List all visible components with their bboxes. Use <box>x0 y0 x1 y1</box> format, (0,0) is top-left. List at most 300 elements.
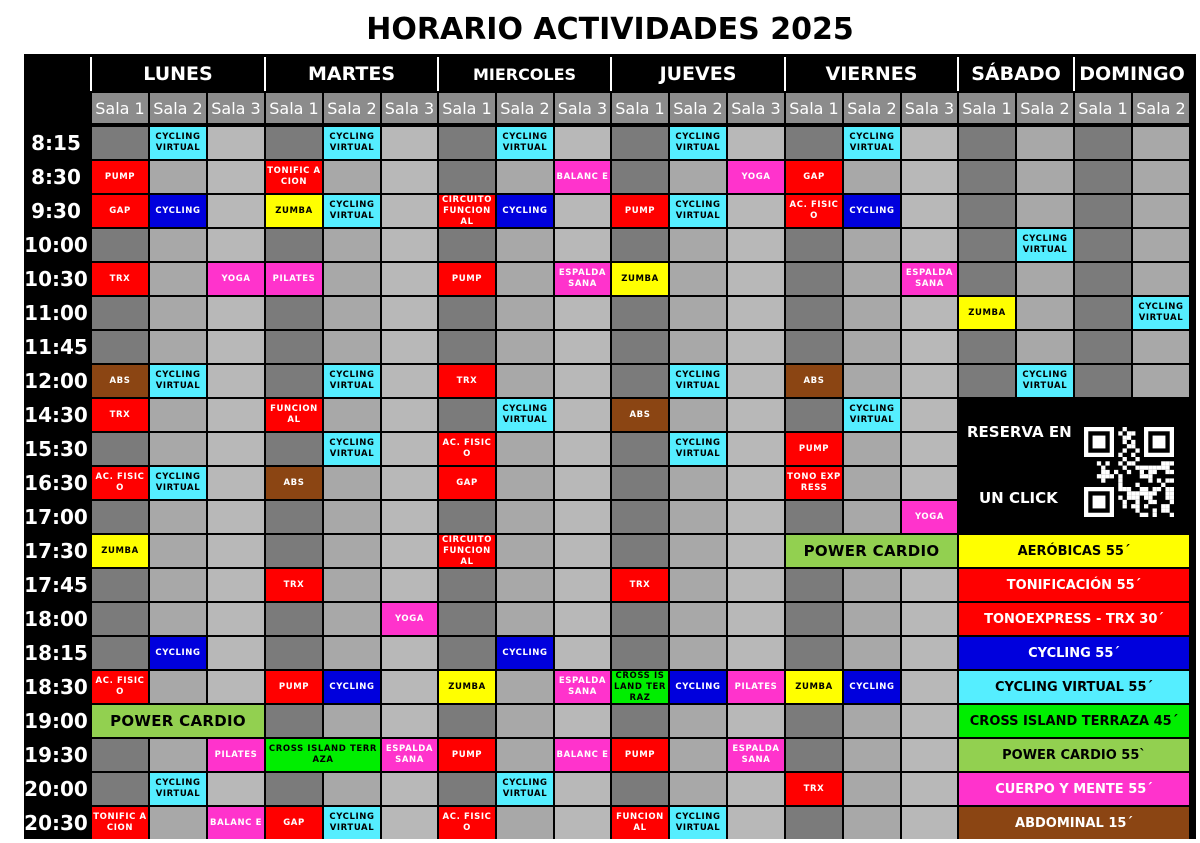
time-label: 18:00 <box>24 607 88 631</box>
activity-cell[interactable]: ZUMBA <box>92 535 148 567</box>
room-label: Sala 2 <box>670 93 726 123</box>
activity-cell[interactable]: FUNCION AL <box>266 399 322 431</box>
empty-slot <box>497 603 553 635</box>
empty-slot <box>382 331 437 363</box>
day-header: DOMINGO <box>1079 63 1185 85</box>
legend-item: CUERPO Y MENTE 55´ <box>959 773 1189 805</box>
activity-cell[interactable]: CYCLING VIRTUAL <box>497 127 553 159</box>
day-separator <box>957 57 959 91</box>
activity-cell[interactable]: GAP <box>92 195 148 227</box>
empty-slot <box>844 569 900 601</box>
empty-slot <box>1017 127 1073 159</box>
activity-cell[interactable]: CYCLING VIRTUAL <box>324 365 380 397</box>
empty-slot <box>497 433 553 465</box>
activity-cell[interactable]: POWER CARDIO <box>92 705 264 737</box>
empty-slot <box>92 501 148 533</box>
activity-cell[interactable]: TRX <box>612 569 668 601</box>
empty-slot <box>382 467 437 499</box>
activity-cell[interactable]: CYCLING VIRTUAL <box>670 807 726 839</box>
activity-cell[interactable]: CYCLING VIRTUAL <box>497 399 553 431</box>
empty-slot <box>844 501 900 533</box>
activity-cell[interactable]: CYCLING <box>150 637 206 669</box>
empty-slot <box>92 433 148 465</box>
activity-cell[interactable]: BALANC E <box>555 739 610 771</box>
empty-slot <box>324 569 380 601</box>
activity-cell[interactable]: YOGA <box>382 603 437 635</box>
empty-slot <box>324 263 380 295</box>
empty-slot <box>555 807 610 839</box>
empty-slot <box>324 705 380 737</box>
empty-slot <box>497 161 553 193</box>
empty-slot <box>150 739 206 771</box>
activity-cell[interactable]: CYCLING VIRTUAL <box>670 195 726 227</box>
time-label: 8:30 <box>31 165 81 189</box>
empty-slot <box>728 501 784 533</box>
empty-slot <box>670 263 726 295</box>
activity-cell[interactable]: TRX <box>92 263 148 295</box>
empty-slot <box>612 297 668 329</box>
day-header: MARTES <box>307 63 395 85</box>
empty-slot <box>728 807 784 839</box>
time-label: 17:30 <box>24 539 88 563</box>
activity-cell[interactable]: CIRCUITO FUNCIONAL <box>439 195 495 227</box>
empty-slot <box>150 807 206 839</box>
activity-cell[interactable]: ZUMBA <box>786 671 842 703</box>
activity-cell[interactable]: TONIFIC ACION <box>266 161 322 193</box>
empty-slot <box>555 229 610 261</box>
empty-slot <box>728 331 784 363</box>
activity-cell[interactable]: CYCLING VIRTUAL <box>844 399 900 431</box>
empty-slot <box>555 501 610 533</box>
empty-slot <box>555 127 610 159</box>
empty-slot <box>728 705 784 737</box>
empty-slot <box>902 161 957 193</box>
activity-cell[interactable]: ZUMBA <box>266 195 322 227</box>
empty-slot <box>555 637 610 669</box>
empty-slot <box>612 433 668 465</box>
empty-slot <box>902 603 957 635</box>
empty-slot <box>208 569 264 601</box>
empty-slot <box>728 773 784 805</box>
qr-code-icon[interactable] <box>1084 427 1174 517</box>
time-label: 15:30 <box>24 437 88 461</box>
empty-slot <box>670 739 726 771</box>
empty-slot <box>439 331 495 363</box>
activity-cell[interactable]: CYCLING <box>844 195 900 227</box>
empty-slot <box>150 331 206 363</box>
activity-cell[interactable]: CYCLING <box>497 195 553 227</box>
activity-cell[interactable]: TONIFIC ACION <box>92 807 148 839</box>
activity-cell[interactable]: CYCLING <box>670 671 726 703</box>
empty-slot <box>208 195 264 227</box>
activity-cell[interactable]: ABS <box>786 365 842 397</box>
activity-cell[interactable]: PILATES <box>208 739 264 771</box>
empty-slot <box>555 433 610 465</box>
room-label: Sala 1 <box>612 93 668 123</box>
empty-slot <box>439 637 495 669</box>
activity-cell[interactable]: YOGA <box>728 161 784 193</box>
empty-slot <box>266 501 322 533</box>
empty-slot <box>959 263 1015 295</box>
empty-slot <box>150 297 206 329</box>
time-label: 11:45 <box>24 335 88 359</box>
activity-cell[interactable]: TRX <box>786 773 842 805</box>
activity-cell[interactable]: PUMP <box>612 195 668 227</box>
day-separator <box>784 57 786 91</box>
empty-slot <box>902 807 957 839</box>
activity-cell[interactable]: CYCLING VIRTUAL <box>150 365 206 397</box>
time-label: 17:00 <box>24 505 88 529</box>
empty-slot <box>439 773 495 805</box>
room-label: Sala 1 <box>959 93 1015 123</box>
empty-slot <box>670 569 726 601</box>
day-separator <box>610 57 612 91</box>
empty-slot <box>728 365 784 397</box>
time-label: 11:00 <box>24 301 88 325</box>
empty-slot <box>786 263 842 295</box>
empty-slot <box>1133 161 1189 193</box>
empty-slot <box>382 637 437 669</box>
activity-cell[interactable]: ZUMBA <box>959 297 1015 329</box>
empty-slot <box>382 127 437 159</box>
day-header: JUEVES <box>659 63 737 85</box>
empty-slot <box>266 331 322 363</box>
empty-slot <box>266 637 322 669</box>
activity-cell[interactable]: TRX <box>266 569 322 601</box>
activity-cell[interactable]: BALANC E <box>208 807 264 839</box>
legend-item: TONOEXPRESS - TRX 30´ <box>959 603 1189 635</box>
reserve-box[interactable] <box>959 399 1189 533</box>
activity-cell[interactable]: AC. FISICO <box>439 433 495 465</box>
legend-item: CYCLING 55´ <box>959 637 1189 669</box>
empty-slot <box>786 739 842 771</box>
room-label: Sala 1 <box>92 93 148 123</box>
empty-slot <box>612 773 668 805</box>
empty-slot <box>902 399 957 431</box>
day-header: MIERCOLES <box>472 64 577 84</box>
empty-slot <box>670 229 726 261</box>
activity-cell[interactable]: FUNCION AL <box>612 807 668 839</box>
empty-slot <box>208 433 264 465</box>
activity-cell[interactable]: CYCLING VIRTUAL <box>670 433 726 465</box>
empty-slot <box>92 331 148 363</box>
empty-slot <box>324 535 380 567</box>
activity-cell[interactable]: CYCLING VIRTUAL <box>324 195 380 227</box>
activity-cell[interactable]: ESPALDA SANA <box>555 671 610 703</box>
empty-slot <box>670 399 726 431</box>
empty-slot <box>497 501 553 533</box>
empty-slot <box>555 195 610 227</box>
empty-slot <box>902 467 957 499</box>
empty-slot <box>324 331 380 363</box>
activity-cell[interactable]: PILATES <box>266 263 322 295</box>
legend-item: TONIFICACIÓN 55´ <box>959 569 1189 601</box>
room-label: Sala 1 <box>786 93 842 123</box>
empty-slot <box>382 807 437 839</box>
empty-slot <box>555 773 610 805</box>
activity-cell[interactable]: PUMP <box>266 671 322 703</box>
empty-slot <box>324 399 380 431</box>
activity-cell[interactable]: TRX <box>439 365 495 397</box>
empty-slot <box>670 297 726 329</box>
empty-slot <box>1075 331 1131 363</box>
day-separator <box>1073 57 1075 91</box>
empty-slot <box>902 229 957 261</box>
empty-slot <box>497 535 553 567</box>
empty-slot <box>844 807 900 839</box>
activity-cell[interactable]: AC. FISICO <box>786 195 842 227</box>
empty-slot <box>786 331 842 363</box>
empty-slot <box>497 705 553 737</box>
activity-cell[interactable]: ZUMBA <box>439 671 495 703</box>
activity-cell[interactable]: CYCLING <box>497 637 553 669</box>
activity-cell[interactable]: CYCLING VIRTUAL <box>1133 297 1189 329</box>
time-label: 10:00 <box>24 233 88 257</box>
empty-slot <box>612 229 668 261</box>
activity-cell[interactable]: BALANC E <box>555 161 610 193</box>
activity-cell[interactable]: YOGA <box>208 263 264 295</box>
activity-cell[interactable]: ESPALDA SANA <box>902 263 957 295</box>
empty-slot <box>150 229 206 261</box>
empty-slot <box>208 603 264 635</box>
empty-slot <box>612 161 668 193</box>
empty-slot <box>266 127 322 159</box>
empty-slot <box>670 501 726 533</box>
legend-item: AERÓBICAS 55´ <box>959 535 1189 567</box>
activity-cell[interactable]: PUMP <box>439 739 495 771</box>
empty-slot <box>92 229 148 261</box>
empty-slot <box>1075 263 1131 295</box>
empty-slot <box>902 195 957 227</box>
activity-cell[interactable]: PUMP <box>786 433 842 465</box>
empty-slot <box>266 535 322 567</box>
activity-cell[interactable]: CYCLING VIRTUAL <box>497 773 553 805</box>
empty-slot <box>670 705 726 737</box>
activity-cell[interactable]: CYCLING VIRTUAL <box>1017 229 1073 261</box>
activity-cell[interactable]: CYCLING VIRTUAL <box>1017 365 1073 397</box>
activity-cell[interactable]: CYCLING VIRTUAL <box>150 467 206 499</box>
empty-slot <box>382 229 437 261</box>
empty-slot <box>844 637 900 669</box>
empty-slot <box>324 773 380 805</box>
empty-slot <box>1017 195 1073 227</box>
empty-slot <box>959 331 1015 363</box>
empty-slot <box>670 637 726 669</box>
activity-cell[interactable]: CYCLING VIRTUAL <box>150 127 206 159</box>
empty-slot <box>266 365 322 397</box>
empty-slot <box>959 127 1015 159</box>
empty-slot <box>728 637 784 669</box>
activity-cell[interactable]: CYCLING VIRTUAL <box>324 127 380 159</box>
empty-slot <box>92 297 148 329</box>
activity-cell[interactable]: CYCLING <box>150 195 206 227</box>
activity-cell[interactable]: CROSS ISLAND TERRAZ <box>613 671 667 703</box>
room-label: Sala 2 <box>150 93 206 123</box>
activity-cell[interactable]: PUMP <box>612 739 668 771</box>
activity-cell[interactable]: CYCLING VIRTUAL <box>324 433 380 465</box>
empty-slot <box>382 773 437 805</box>
activity-cell[interactable]: ABS <box>266 467 322 499</box>
empty-slot <box>1133 229 1189 261</box>
activity-cell[interactable]: PUMP <box>439 263 495 295</box>
activity-cell[interactable]: CYCLING VIRTUAL <box>844 127 900 159</box>
empty-slot <box>902 773 957 805</box>
activity-cell[interactable]: AC. FISICO <box>439 807 495 839</box>
empty-slot <box>439 705 495 737</box>
empty-slot <box>150 671 206 703</box>
activity-cell[interactable]: PILATES <box>728 671 784 703</box>
activity-cell[interactable]: GAP <box>266 807 322 839</box>
room-label: Sala 2 <box>1017 93 1073 123</box>
empty-slot <box>670 773 726 805</box>
empty-slot <box>555 603 610 635</box>
empty-slot <box>612 127 668 159</box>
empty-slot <box>92 739 148 771</box>
activity-cell[interactable]: CYCLING VIRTUAL <box>324 807 380 839</box>
activity-cell[interactable]: CYCLING VIRTUAL <box>670 365 726 397</box>
empty-slot <box>555 399 610 431</box>
empty-slot <box>728 127 784 159</box>
activity-cell[interactable]: PUMP <box>92 161 148 193</box>
empty-slot <box>497 263 553 295</box>
empty-slot <box>324 603 380 635</box>
empty-slot <box>382 671 437 703</box>
empty-slot <box>844 229 900 261</box>
empty-slot <box>612 603 668 635</box>
empty-slot <box>786 807 842 839</box>
activity-cell[interactable]: ZUMBA <box>612 263 668 295</box>
empty-slot <box>1017 263 1073 295</box>
empty-slot <box>439 229 495 261</box>
activity-cell[interactable]: TRX <box>92 399 148 431</box>
empty-slot <box>670 331 726 363</box>
activity-cell[interactable]: CROSS ISLAND TERRAZA <box>266 739 380 771</box>
time-label: 19:00 <box>24 709 88 733</box>
empty-slot <box>555 331 610 363</box>
empty-slot <box>670 467 726 499</box>
empty-slot <box>1133 365 1189 397</box>
activity-cell[interactable]: CIRCUITO FUNCIONAL <box>439 535 495 567</box>
empty-slot <box>324 229 380 261</box>
empty-slot <box>150 535 206 567</box>
empty-slot <box>382 705 437 737</box>
empty-slot <box>844 467 900 499</box>
empty-slot <box>150 433 206 465</box>
activity-cell[interactable]: TONO EXPRESS <box>786 467 842 499</box>
empty-slot <box>1133 331 1189 363</box>
empty-slot <box>728 297 784 329</box>
empty-slot <box>382 161 437 193</box>
empty-slot <box>324 161 380 193</box>
empty-slot <box>555 365 610 397</box>
empty-slot <box>844 773 900 805</box>
empty-slot <box>266 603 322 635</box>
empty-slot <box>208 773 264 805</box>
empty-slot <box>786 399 842 431</box>
empty-slot <box>497 671 553 703</box>
activity-cell[interactable]: AC. FISICO <box>92 671 148 703</box>
activity-cell[interactable]: GAP <box>786 161 842 193</box>
empty-slot <box>324 297 380 329</box>
empty-slot <box>959 365 1015 397</box>
activity-cell[interactable]: ABS <box>612 399 668 431</box>
empty-slot <box>844 365 900 397</box>
page-title: HORARIO ACTIVIDADES 2025 <box>24 6 1196 54</box>
activity-cell[interactable]: CYCLING <box>324 671 380 703</box>
empty-slot <box>786 229 842 261</box>
empty-slot <box>844 705 900 737</box>
time-label: 9:30 <box>31 199 81 223</box>
empty-slot <box>786 297 842 329</box>
empty-slot <box>497 365 553 397</box>
empty-slot <box>92 773 148 805</box>
empty-slot <box>439 569 495 601</box>
activity-cell[interactable]: CYCLING VIRTUAL <box>150 773 206 805</box>
empty-slot <box>728 229 784 261</box>
empty-slot <box>1075 127 1131 159</box>
empty-slot <box>92 603 148 635</box>
activity-cell[interactable]: CYCLING VIRTUAL <box>670 127 726 159</box>
room-label: Sala 3 <box>902 93 957 123</box>
activity-cell[interactable]: YOGA <box>902 501 957 533</box>
empty-slot <box>92 569 148 601</box>
empty-slot <box>208 467 264 499</box>
time-label: 8:15 <box>31 131 81 155</box>
empty-slot <box>150 263 206 295</box>
room-label: Sala 3 <box>555 93 610 123</box>
empty-slot <box>497 807 553 839</box>
empty-slot <box>382 263 437 295</box>
empty-slot <box>786 603 842 635</box>
reserve-text-line2: UN CLICK <box>979 489 1058 507</box>
empty-slot <box>1075 195 1131 227</box>
empty-slot <box>208 501 264 533</box>
activity-cell[interactable]: ESPALDA SANA <box>728 739 784 771</box>
empty-slot <box>497 569 553 601</box>
time-label: 18:30 <box>24 675 88 699</box>
activity-cell[interactable]: ESPALDA SANA <box>382 739 437 771</box>
empty-slot <box>612 501 668 533</box>
activity-cell[interactable]: POWER CARDIO <box>786 535 957 567</box>
empty-slot <box>382 365 437 397</box>
empty-slot <box>612 467 668 499</box>
activity-cell[interactable]: ESPALDA SANA <box>555 263 610 295</box>
empty-slot <box>497 467 553 499</box>
day-header: VIERNES <box>825 63 918 85</box>
empty-slot <box>208 331 264 363</box>
empty-slot <box>728 399 784 431</box>
empty-slot <box>1133 263 1189 295</box>
empty-slot <box>728 603 784 635</box>
empty-slot <box>902 637 957 669</box>
empty-slot <box>959 229 1015 261</box>
activity-cell[interactable]: CYCLING <box>844 671 900 703</box>
room-label: Sala 2 <box>1133 93 1189 123</box>
empty-slot <box>150 603 206 635</box>
empty-slot <box>208 637 264 669</box>
activity-cell[interactable]: ABS <box>92 365 148 397</box>
room-label: Sala 1 <box>266 93 322 123</box>
empty-slot <box>844 331 900 363</box>
activity-cell[interactable]: GAP <box>439 467 495 499</box>
empty-slot <box>439 297 495 329</box>
empty-slot <box>382 501 437 533</box>
empty-slot <box>1017 161 1073 193</box>
empty-slot <box>902 739 957 771</box>
empty-slot <box>612 331 668 363</box>
empty-slot <box>208 229 264 261</box>
activity-cell[interactable]: AC. FISICO <box>92 467 148 499</box>
